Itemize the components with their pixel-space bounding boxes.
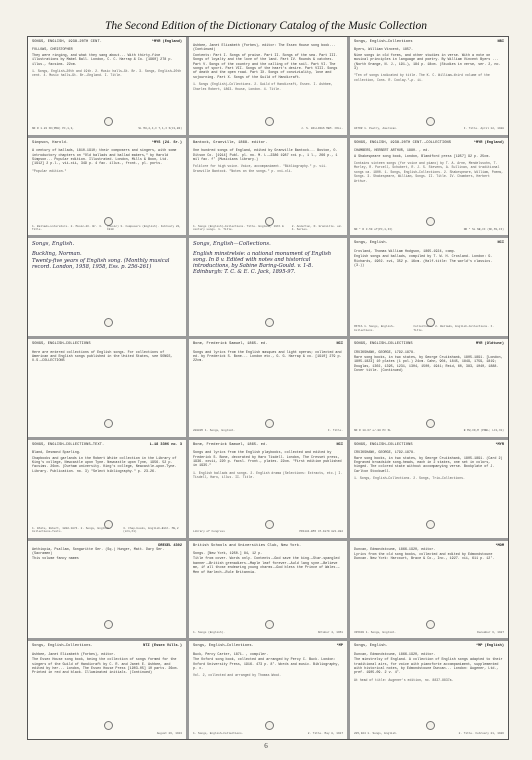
card-author: Ashbee, Janet Elizabeth (Forbes), editor: The Essex House song book... (Continued) xyxy=(193,44,336,53)
card-tracings: Contains sixteen songs (for voice and piano) by T. A. Arne, Mendelssohn, T. Morley, R. Purcell, Schubert, R. J. S. Stevens, A. Sullivan, and traditional songs ca. 1800. 1. Songs, English—Collections. 2. Shakespeare, William, Poems, Songs. 3. Shakespeare, William, Songs. II. Title. IV. Chambers, Herbert Arthur. xyxy=(354,160,504,183)
card-call-number: DREXEL 4302 xyxy=(158,543,182,548)
catalog-card xyxy=(350,541,508,639)
card-author: Buck, Percy Carter, 1871- , compiler. xyxy=(193,652,269,657)
card-call-number: NCI xyxy=(336,342,343,347)
catalog-card xyxy=(350,37,508,135)
card-punch-hole xyxy=(104,721,113,730)
card-footer-left: Library of Congress xyxy=(193,530,225,534)
card-punch-hole xyxy=(104,117,113,126)
card-footer xyxy=(193,631,343,634)
card-tracings: 1. English ballads and songs. 2. English drama (Selections: Extracts, etc.) I. Tisdell, Haro, illus. II. Title. xyxy=(193,470,343,480)
card-tracings: "Ten of songs indicated by title. The K. C. William—third volume of the collection, Cons. R. Coolay."—p. ii. xyxy=(354,73,490,82)
card-punch-hole xyxy=(426,520,435,529)
card-footer xyxy=(354,325,504,332)
card-call-number: NCI xyxy=(497,241,504,246)
card-tracings: 1. Songs, English—20th and 19th. 2. Music halls—Gt. Br. 3. Songs, English—20th cent. 4. Music halls—Gt. Br.—England. I. Title. xyxy=(32,69,182,78)
card-footer-right: 2. Title. February 21, 1926 xyxy=(458,731,504,735)
catalog-card xyxy=(28,138,186,236)
card-footer-right: SL MU,2,4,I T,1,I S(C1,B3) xyxy=(138,127,182,131)
card-footer-left: ASTOR 1. Poetry, American. xyxy=(354,127,398,131)
card-call-number: L-18 3306 no. 3 xyxy=(149,442,182,447)
catalog-card xyxy=(28,339,186,437)
card-punch-hole xyxy=(265,117,274,126)
card-subject-heading: SONGS, ENGLISH, 1938-20TH CENT.—COLLECTIONS xyxy=(354,140,452,145)
card-call-number: *MOM xyxy=(495,543,504,548)
card-subject-heading: Songs, English—Collections. xyxy=(32,644,93,649)
card-author: Duncan, Edmondstoune, 1866-1920, editor. xyxy=(354,652,436,657)
catalog-card xyxy=(189,541,347,639)
card-footer-left: 335930 1. Songs, English. xyxy=(354,630,396,634)
card-punch-hole xyxy=(426,217,435,226)
card-author: Byers, William Vincent, 1857- xyxy=(354,48,414,53)
card-footer-right: PR1181.B55 47-1879 821.082 xyxy=(299,530,343,534)
catalog-card xyxy=(350,440,508,538)
card-author: Crosland, Thomas William Hodgson, 1865-1924, comp. xyxy=(354,249,456,254)
card-subject-heading: SONGS, ENGLISH—COLLECTIONS—TEXT. xyxy=(32,442,105,447)
card-author: CHAMBERS, HERBERT ARTHUR, 1880- , ed. xyxy=(354,149,430,154)
card-footer xyxy=(32,127,182,130)
card-call-number: NTZ (Essex Vills.) xyxy=(143,644,182,649)
card-subject-heading: Songs, English—Collections. xyxy=(193,241,271,248)
catalog-card-grid xyxy=(27,36,509,740)
card-footer xyxy=(32,225,182,232)
catalog-card xyxy=(28,541,186,639)
card-footer xyxy=(32,527,182,534)
card-author: Bland, Desmond Sparling. xyxy=(32,451,81,456)
card-description: Here are entered collections of English songs. For collections of American and English songs published in the United States, see SONGS, U.S.—COLLECTIONS xyxy=(32,350,173,364)
card-punch-hole xyxy=(104,620,113,629)
card-footer-right: (Music) 3. Composers (English). February 22, 1910 xyxy=(107,224,181,232)
card-footer-right: December 6, 1927 xyxy=(477,630,504,634)
card-footer xyxy=(32,732,182,735)
card-footer xyxy=(354,127,504,130)
card-author: CRUIKSHANK, GEORGE, 1792-1878. xyxy=(354,350,416,355)
card-punch-hole xyxy=(426,721,435,730)
card-subject-heading: Simpson, Harold. xyxy=(32,140,69,145)
card-subject-heading: Songs, English. xyxy=(354,644,388,649)
page-number: 6 xyxy=(264,742,268,750)
card-call-number: *MP (English) xyxy=(475,644,504,649)
card-author: CRUIKSHANK, GEORGE, 1792-1878. xyxy=(354,451,416,456)
card-footer-left: 1. Ballads—Literature. 2. Music—Gt. Br. 3. Title. xyxy=(32,224,103,232)
catalog-card xyxy=(28,641,186,739)
card-footer-left: OSTIA 1. Songs, English—Collections. xyxy=(354,325,395,332)
card-author: FOLLOWS, CHRISTOPHER xyxy=(32,48,73,53)
card-punch-hole xyxy=(265,318,274,327)
card-footer-right: October 4, 1951 xyxy=(317,630,343,634)
card-footer-right: J. S. BILLINGS MEM. COLL. xyxy=(301,127,343,131)
catalog-card xyxy=(28,238,186,336)
card-call-number: *MYR (England) xyxy=(473,140,504,145)
card-punch-hole xyxy=(265,520,274,529)
page-title: The Second Edition of the Dictionary Catalog of the Music Collection xyxy=(105,20,427,32)
card-footer-right: NR * SL NB,II (NC,M1,II) xyxy=(463,228,504,232)
catalog-card xyxy=(350,238,508,336)
catalog-card xyxy=(350,138,508,236)
card-subject-heading: Songs, English—Collections. xyxy=(193,644,254,649)
card-footer xyxy=(193,732,343,735)
card-call-number: *MYR (England) xyxy=(151,40,182,44)
card-footer xyxy=(193,530,343,533)
card-author: Ashbee, Janet Elizabeth (Forbes), editor. xyxy=(32,652,116,657)
card-footer-left: NN * R 3.59 of(PC,1,II) xyxy=(354,228,393,232)
card-subject-heading: SONGS, ENGLISH—COLLECTIONS xyxy=(354,442,413,447)
card-description: A century of ballads, 1810-1910; their composers and singers, with some introductory chapters on "Old ballads and ballad makers," by Harold Simpson... Popular edition. Illustrated. London, Mills & Boon, Ltd. [1912] 2 p.l., vii-xii, 349 p. 4 fac. illus., front., pl. ports. xyxy=(32,149,177,167)
card-footer-left: 1. Songs (English). xyxy=(193,630,225,634)
card-description: Rare song books, in two states, by George Cruikshank, 1805-1891. (Card 2) Engraved broadside song-heads, each in 2 states, one set in colors, hinged. The colored state without accompanying verse. Bookplate of J. Carlton Stockwell. xyxy=(354,456,503,474)
catalog-card xyxy=(189,138,347,236)
card-description: Title from cover. Words only. Contents.—God save the king.—Star-spangled banner.—British grenadiers.—Maple leaf forever.—Auld lang syne.—Believe me, if all those endearing young charms.—God bless the Prince of Wales.—Men of Harlech.—Rule Britannia. xyxy=(193,557,340,575)
card-footer-right: August 26, 1913 xyxy=(156,731,182,735)
card-footer-right: Collections. 2. Ballads, English—Collections. I. Title. xyxy=(413,325,494,332)
card-subject-heading: SONGS, ENGLISH—COLLECTIONS xyxy=(354,342,413,347)
card-footer-right: 2. Title. May 8, 1917 xyxy=(307,731,343,735)
card-footer-left: 200005 1. Songs, English. xyxy=(193,429,235,433)
card-footer-left: NN R 1.83 OC(PRW) PC,1,3, xyxy=(32,127,74,131)
card-description: Rare song books, in two states, by George Cruikshank, 1805-1891. [London, 1805-1823] 10 plates (1 pol.) 24cm. Cahn, 904, 1845, 1849, 1759, 1819; Douglas, 1302, 1395, 1231, 1304, 1500, 1941; Reid, 60, 383, 1040, 1888. Cover title. (Continued) xyxy=(354,355,503,374)
card-subject-heading: Bantock, Granville, 1868- editor. xyxy=(193,140,268,145)
card-footer-right: 2. Anderton, N. Granville. ed. 4. Series. xyxy=(291,224,343,232)
card-footer-left: NN R 10.67 e/.00 PC SL xyxy=(354,429,391,433)
card-description: Chapbooks and garlands in the Robert White collection in the Library of King's college, Newcastle upon Tyne. Newcastle upon Tyne, 1956. 52 p. facsims. 26cm. (Durham university. King's college, Newcastle-upon-Tyne. Library. Publication. no. 3) "Select bibliography." p. 23-26. xyxy=(32,456,177,474)
card-tracings: Vol. 2, collected and arranged by Thomas Wood. xyxy=(193,673,281,678)
card-punch-hole xyxy=(265,620,274,629)
card-tracings: Folklore for high voice. Voice, accompaniment. "Bibliography." p. vii. Granville Bantock. "Notes on the songs." p. xvi-xli. xyxy=(193,164,327,173)
catalog-card xyxy=(189,641,347,739)
card-subject-heading: SONGS, ENGLISH, 1938-20TH CENT. xyxy=(32,40,102,44)
card-punch-hole xyxy=(104,318,113,327)
card-description: English songs and ballads, compiled by T. W. H. Crosland. London: G. Richards, 1902. xvi, 352 p. 16cm. (Half-title: The world's classics. (3.)) xyxy=(354,255,493,269)
card-description: This volume fancy names xyxy=(32,557,79,562)
card-description: One hundred songs of England, edited by Granville Bantock... Boston, O. Ditson Co. [1914] Publ. pl. no. M. L.—2386 1987 xxi p., 1 l., 266 p., 1 mil fac. f° (Musicians library.) xyxy=(193,149,338,162)
card-call-number: MYR (Oldtune) xyxy=(475,342,504,347)
card-footer-right: I. Title. xyxy=(327,429,343,433)
card-punch-hole xyxy=(104,419,113,428)
card-tracings: At head of title: Augener's edition, no. 8837-8837a. xyxy=(354,677,454,682)
card-author: Songs. [New York, 1950.] 84, 12 p. xyxy=(193,551,263,556)
card-tracings: 1. Songs (English)—Collections. 2. Guild of Handicraft, Essex. I. Ashbee, Charles Robert, 1863- House, London. 4. Title. xyxy=(193,82,333,91)
card-footer-right: I. Title. April 12, 1928 xyxy=(463,127,504,131)
card-punch-hole xyxy=(426,419,435,428)
card-description: They were ringing, and what they sang about... With thirty-five illustrations by Mabel Ball. London, C. C. Harrap & Co. [1960] 278 p. illus., facsims. 22cm. xyxy=(32,53,173,67)
card-author: Buckling, Norman. xyxy=(32,251,82,258)
card-subject-heading: Bone, Frederick Samuel, 1865- ed. xyxy=(193,342,268,347)
card-description: The minstrelsy of England. A collection of English songs adapted to their traditional airs, for voice with pianoforte accompaniment, supplemented with historical notes, by Edmondstoune Duncan... London: Augener, Ltd., pref. 1905-09. 2 v. 4°. xyxy=(354,658,503,676)
card-description: Nine songs in old forms, and other studies in verse. With a note on musical principles in language and poetry. By William Vincent Byers ... (North Orange, N. J., 191-), 184 p. 18cm. (Studies in verse, ser. 2, no. 3) xyxy=(354,53,501,72)
card-call-number: *MYR xyxy=(495,442,504,447)
card-description: Songs and lyrics from the English masques and light operas; collected and ed. by Frederick S. Bone... London etc., G. G. Harrap & co. [1910] 279 p. 22cm. xyxy=(193,350,342,364)
card-description: The Oxford song book, collected and arranged by Percy C. Buck. London: Oxford University Press, 1916. 473 p. 8°. Words and music. Bibliography, p. x. xyxy=(193,658,340,671)
card-subject-heading: SONGS, ENGLISH—COLLECTIONS xyxy=(32,342,91,347)
card-footer xyxy=(193,127,343,130)
card-subject-heading: Bone, Frederick Samuel, 1865- ed. xyxy=(193,442,268,447)
card-author: Duncan, Edmondstoune, 1866-1920, editor. xyxy=(354,547,436,552)
card-footer-left: 1. Songs, English—Collections. xyxy=(193,731,244,735)
card-description: A Shakespeare song book, London, Blandford press [1957] 92 p. 25cm. xyxy=(354,154,491,159)
card-punch-hole xyxy=(265,419,274,428)
card-tracings: 1. Songs, English—Collections. 2. Songs, Trio—Collections. xyxy=(354,476,465,481)
card-footer-left: 1. White, Robert, 1802-1874. 2. Songs, English—Collections—Texts. xyxy=(32,526,111,534)
card-author: Aethiopia, Psallam, Songwritte Ser. (Sq.) Hunger, Matt. Dary Ser. (Sacramen) xyxy=(32,547,165,556)
card-punch-hole xyxy=(426,620,435,629)
card-footer xyxy=(354,631,504,634)
card-call-number: *MP xyxy=(336,644,343,649)
catalog-card xyxy=(189,238,347,336)
card-footer xyxy=(354,228,504,231)
card-description: English minstrelsie: a national monument of English song. In 8 v. Edited with notes and historical introductions, by Sabine Baring-Gould. v. 1-8. Edinburgh: T. C. & E. C. Jack, 1895-97. xyxy=(193,251,332,276)
card-call-number: *MYS (24. Sr.) xyxy=(151,140,182,145)
card-punch-hole xyxy=(265,721,274,730)
card-footer-left: 205,924 1. Songs, English. xyxy=(354,731,398,735)
card-subject-heading: Songs, English—Collections xyxy=(354,40,413,44)
catalog-card xyxy=(28,440,186,538)
catalog-card xyxy=(28,37,186,135)
card-call-number: NBI xyxy=(497,40,504,44)
card-call-number: NCI xyxy=(336,442,343,447)
card-description: The Essex House song book, being the collection of songs formed for the singers of the Guild of Handicraft by C. R. and Janet E. Ashbee, and edited by her... London, The Essex House Press [1903-05] 10 parts. 26cm. Printed in red and black. Illuminated initials. (Continued) xyxy=(32,658,179,676)
card-tracings: "Popular edition." xyxy=(32,168,67,173)
catalog-card xyxy=(189,339,347,437)
card-subject-heading: Songs, English. xyxy=(354,241,388,246)
card-footer xyxy=(354,732,504,735)
card-punch-hole xyxy=(426,117,435,126)
card-footer xyxy=(193,225,343,232)
catalog-card xyxy=(350,339,508,437)
card-footer-right: B MU,IN,M (PNBL; LC1,X1) xyxy=(463,429,504,433)
catalog-card xyxy=(189,440,347,538)
card-description: Contents: Part I. Songs of praise. Part II. Songs of the sea. Part III. Songs of loyalty and the love of the land. Part IV. Rounds & catches. Part V. Songs of the country and the calling of the soil. Part VI. The songs of sport. Part VII. Songs of the heart's desire. Part VIII. Songs of death and the open road. Part IX. Songs of conviviality, love and sojourning. Part X. Songs of the Guild of Handicraft. xyxy=(193,53,338,80)
card-subject-heading: British Schools and Universities Club, New York. xyxy=(193,543,302,548)
card-description: Lyrics from the old song books, collected and edited by Edmondstoune Duncan. New York: Harcourt, Brace & Co., Inc., 1927. xii, 611 p. 12°. xyxy=(354,552,495,562)
catalog-card xyxy=(189,37,347,135)
card-footer xyxy=(193,429,343,432)
card-footer-left: 1. Songs (English)—Collections. Title. England, 19th & century songs. 1. Title. xyxy=(193,224,284,232)
card-footer-right: 3. Chap-books, English—Bibl. MG,2 (LC1,X1) xyxy=(123,526,179,534)
catalog-card xyxy=(350,641,508,739)
card-footer xyxy=(354,429,504,432)
card-description: Twenty-five years of English song. (Monthly musical record. London, 1958, 1958, Ess. p. 256-261) xyxy=(32,258,170,271)
card-description: Songs and lyrics from the English playbooks, collected and edited by Frederick S. Bone, decorated by Haro Tisdell. London, The Cresset press, 1936. xxvii, 220 p. facsl. front., plates. 22cm. "First edition published in 1935." xyxy=(193,451,342,469)
card-subject-heading: Songs, English. xyxy=(32,241,75,248)
